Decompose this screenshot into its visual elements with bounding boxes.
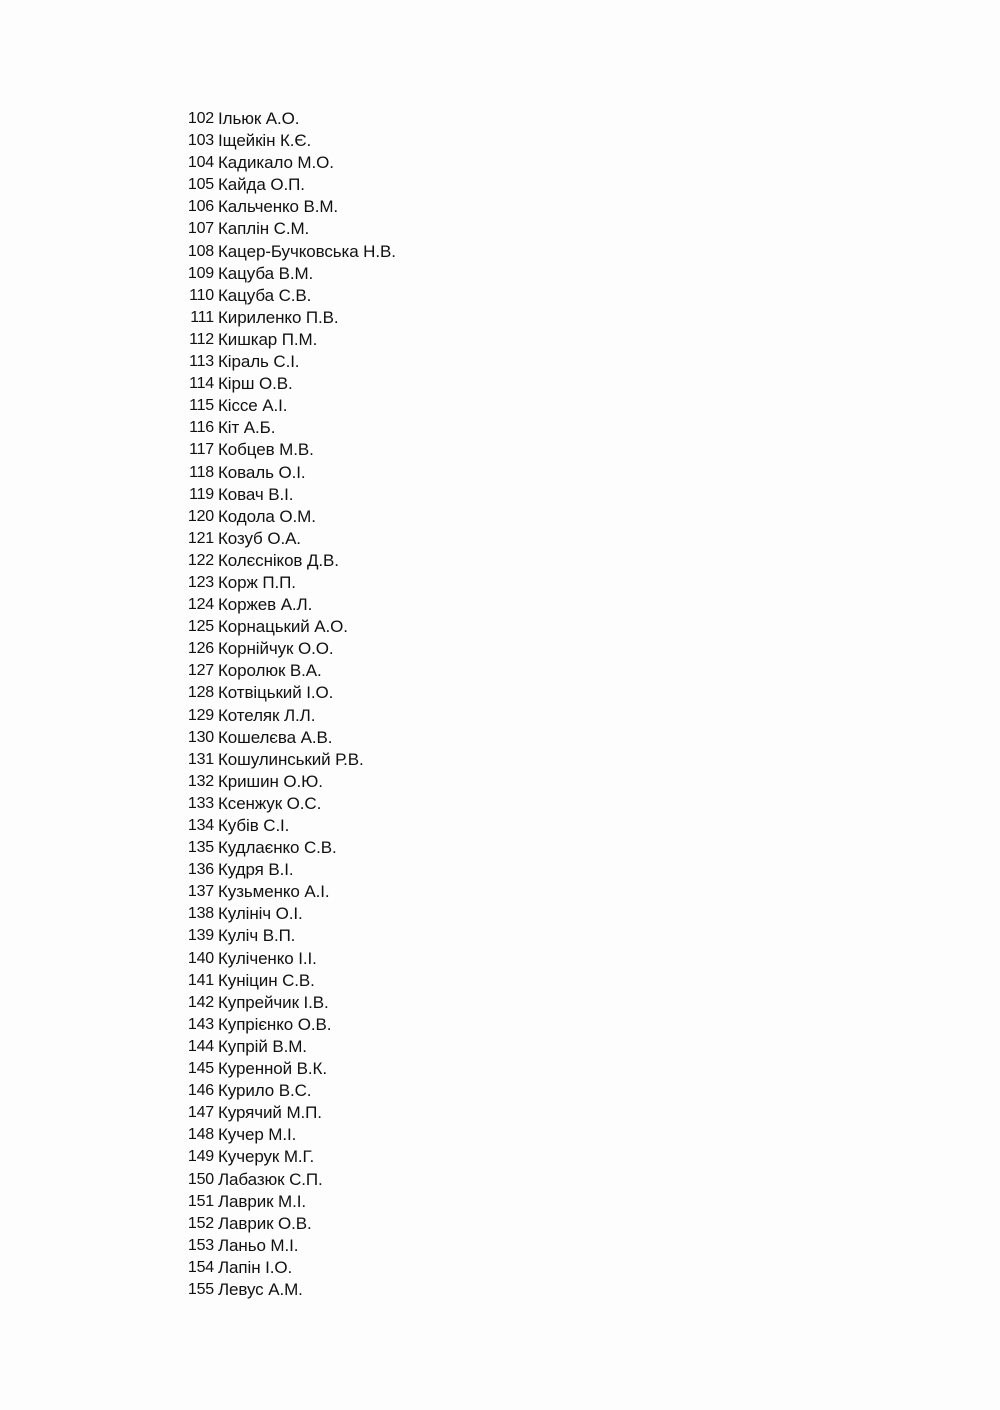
entry-name: Корнацький А.О. (218, 617, 348, 637)
list-item (180, 108, 396, 130)
entry-number: 104 (187, 154, 214, 172)
entry-number: 147 (187, 1104, 214, 1122)
entry-number: 129 (187, 706, 214, 724)
list-item (180, 1102, 396, 1124)
list-item (180, 1036, 396, 1058)
entry-number: 119 (189, 485, 214, 503)
entry-name: Кудря В.І. (218, 860, 294, 880)
list-item (180, 1279, 396, 1301)
entry-number: 113 (189, 353, 214, 371)
list-item (180, 793, 396, 815)
entry-name: Лаврик М.І. (218, 1191, 306, 1211)
entry-number: 143 (187, 1015, 214, 1033)
entry-number: 108 (187, 242, 214, 260)
entry-name: Кошелєва А.В. (218, 727, 333, 747)
entry-name: Котвіцький І.О. (218, 683, 334, 703)
list-item (180, 948, 396, 970)
list-item (180, 218, 396, 240)
list-item (180, 815, 396, 837)
entry-name: Кубів С.І. (218, 816, 290, 835)
entry-number: 133 (187, 794, 214, 812)
entry-name: Кадикало М.О. (218, 153, 334, 173)
entry-name: Кобцев М.В. (218, 440, 314, 460)
list-item (180, 837, 396, 859)
entry-number: 139 (187, 927, 214, 945)
list-item (180, 152, 396, 174)
list-item (180, 174, 396, 196)
list-item (180, 1080, 396, 1102)
list-item (180, 462, 396, 484)
entry-name: Кіссе А.І. (218, 396, 288, 416)
entry-name: Королюк В.А. (218, 661, 322, 681)
list-item (180, 1014, 396, 1036)
entry-name: Кириленко П.В. (218, 307, 339, 327)
entry-name: Кудлаєнко С.В. (218, 838, 337, 858)
entry-number: 146 (187, 1082, 214, 1100)
list-item (180, 439, 396, 461)
list-item (180, 1169, 396, 1191)
entry-name: Лапін І.О. (218, 1257, 293, 1277)
list-item (180, 859, 396, 881)
list-item (180, 638, 396, 660)
entry-name: Кулініч О.І. (218, 904, 303, 924)
entry-name: Кишкар П.М. (218, 329, 318, 349)
list-item (180, 528, 396, 550)
entry-number: 152 (187, 1214, 214, 1232)
entry-name: Купрейчик І.В. (218, 992, 329, 1012)
entry-number: 116 (189, 419, 214, 437)
entry-number: 141 (187, 971, 214, 989)
entry-name: Кучерук М.Г. (218, 1147, 315, 1167)
entry-number: 117 (189, 441, 214, 459)
list-item (180, 925, 396, 947)
entry-name: Куліч В.П. (218, 926, 296, 946)
entry-number: 123 (187, 573, 214, 591)
entry-name: Куліченко І.І. (218, 948, 317, 968)
entry-number: 105 (187, 176, 214, 194)
list-item (180, 130, 396, 152)
list-item (180, 263, 396, 285)
entry-name: Кіт А.Б. (218, 418, 276, 438)
list-item (180, 903, 396, 925)
entry-name: Кальченко В.М. (218, 197, 339, 217)
entry-name: Кацуба В.М. (218, 263, 314, 283)
entry-number: 142 (187, 993, 214, 1011)
entry-name: Купрій В.М. (218, 1036, 307, 1056)
entry-number: 124 (187, 596, 214, 614)
list-item (180, 705, 396, 727)
entry-number: 155 (187, 1280, 214, 1298)
list-item (180, 307, 396, 329)
entry-name: Курило В.С. (218, 1081, 312, 1101)
list-item (180, 1191, 396, 1213)
entry-number: 115 (189, 397, 214, 415)
list-item (180, 749, 396, 771)
entry-name: Лабазюк С.П. (218, 1169, 323, 1189)
entry-number: 110 (189, 286, 214, 304)
entry-number: 132 (187, 772, 214, 790)
entry-name: Куренной В.К. (218, 1059, 327, 1079)
entry-number: 125 (187, 618, 214, 636)
list-item (180, 351, 396, 373)
list-item (180, 285, 396, 307)
entry-name: Курячий М.П. (218, 1103, 322, 1123)
list-item (180, 1213, 396, 1235)
entry-number: 114 (189, 375, 214, 393)
entry-name: Колєсніков Д.В. (218, 550, 339, 570)
entry-name: Кучер М.І. (218, 1125, 297, 1145)
list-item (180, 727, 396, 749)
list-item (180, 329, 396, 351)
entry-number: 118 (189, 463, 214, 481)
list-item (180, 550, 396, 572)
entry-name: Корнійчук О.О. (218, 639, 334, 659)
entry-number: 128 (187, 684, 214, 702)
list-item (180, 771, 396, 793)
entry-name: Кіраль С.І. (218, 352, 300, 372)
list-item (180, 616, 396, 638)
entry-name: Ксенжук О.С. (218, 793, 322, 813)
entry-name: Корж П.П. (218, 572, 296, 592)
entry-number: 103 (187, 132, 214, 150)
entry-number: 149 (187, 1148, 214, 1166)
entry-number: 131 (187, 750, 214, 768)
entry-name: Левус А.М. (218, 1279, 303, 1299)
entry-name: Кірш О.В. (218, 374, 293, 394)
name-list (180, 108, 396, 1301)
entry-name: Кайда О.П. (218, 175, 305, 195)
entry-name: Кошулинський Р.В. (218, 749, 364, 769)
entry-number: 111 (190, 308, 214, 326)
list-item (180, 417, 396, 439)
entry-name: Лаврик О.В. (218, 1213, 312, 1233)
entry-number: 136 (187, 861, 214, 879)
entry-number: 127 (187, 662, 214, 680)
list-item (180, 992, 396, 1014)
entry-number: 130 (187, 728, 214, 746)
list-item (180, 1257, 396, 1279)
entry-name: Іщейкін К.Є. (218, 131, 312, 151)
entry-name: Козуб О.А. (218, 528, 301, 548)
entry-name: Ланьо М.І. (218, 1235, 299, 1255)
entry-name: Каплін С.М. (218, 219, 310, 239)
list-item (180, 395, 396, 417)
list-item (180, 1124, 396, 1146)
entry-number: 126 (187, 640, 214, 658)
list-item (180, 572, 396, 594)
entry-number: 107 (187, 220, 214, 238)
entry-number: 138 (187, 905, 214, 923)
entry-number: 121 (187, 529, 214, 547)
entry-number: 151 (187, 1192, 214, 1210)
entry-number: 150 (187, 1170, 214, 1188)
entry-number: 134 (187, 817, 214, 834)
entry-name: Кодола О.М. (218, 506, 316, 526)
entry-name: Котеляк Л.Л. (218, 705, 316, 725)
list-item (180, 484, 396, 506)
entry-number: 154 (187, 1258, 214, 1276)
entry-name: Коваль О.І. (218, 462, 306, 482)
entry-number: 148 (187, 1126, 214, 1144)
entry-name: Купрієнко О.В. (218, 1014, 332, 1034)
list-item (180, 241, 396, 263)
list-item (180, 594, 396, 616)
list-item (180, 881, 396, 903)
entry-number: 120 (187, 507, 214, 525)
entry-name: Кацер-Бучковська Н.В. (218, 241, 396, 261)
entry-number: 145 (187, 1060, 214, 1078)
entry-name: Ільюк А.О. (218, 109, 300, 128)
entry-name: Ковач В.І. (218, 484, 294, 504)
entry-name: Кришин О.Ю. (218, 771, 323, 791)
entry-number: 122 (187, 551, 214, 569)
list-item (180, 1146, 396, 1168)
entry-number: 106 (187, 198, 214, 216)
entry-number: 109 (187, 264, 214, 282)
list-item (180, 373, 396, 395)
list-item (180, 970, 396, 992)
entry-number: 112 (189, 330, 214, 348)
entry-name: Кацуба С.В. (218, 285, 312, 305)
entry-number: 102 (187, 110, 214, 127)
list-item (180, 660, 396, 682)
list-item (180, 682, 396, 704)
list-item (180, 1235, 396, 1257)
list-item (180, 196, 396, 218)
entry-number: 144 (187, 1037, 214, 1055)
entry-number: 153 (187, 1236, 214, 1254)
entry-name: Кузьменко А.І. (218, 882, 330, 902)
entry-name: Коржев А.Л. (218, 595, 313, 615)
entry-number: 140 (187, 949, 214, 967)
list-item (180, 506, 396, 528)
entry-number: 137 (187, 883, 214, 901)
list-item (180, 1058, 396, 1080)
entry-number: 135 (187, 839, 214, 857)
entry-name: Куніцин С.В. (218, 970, 315, 990)
